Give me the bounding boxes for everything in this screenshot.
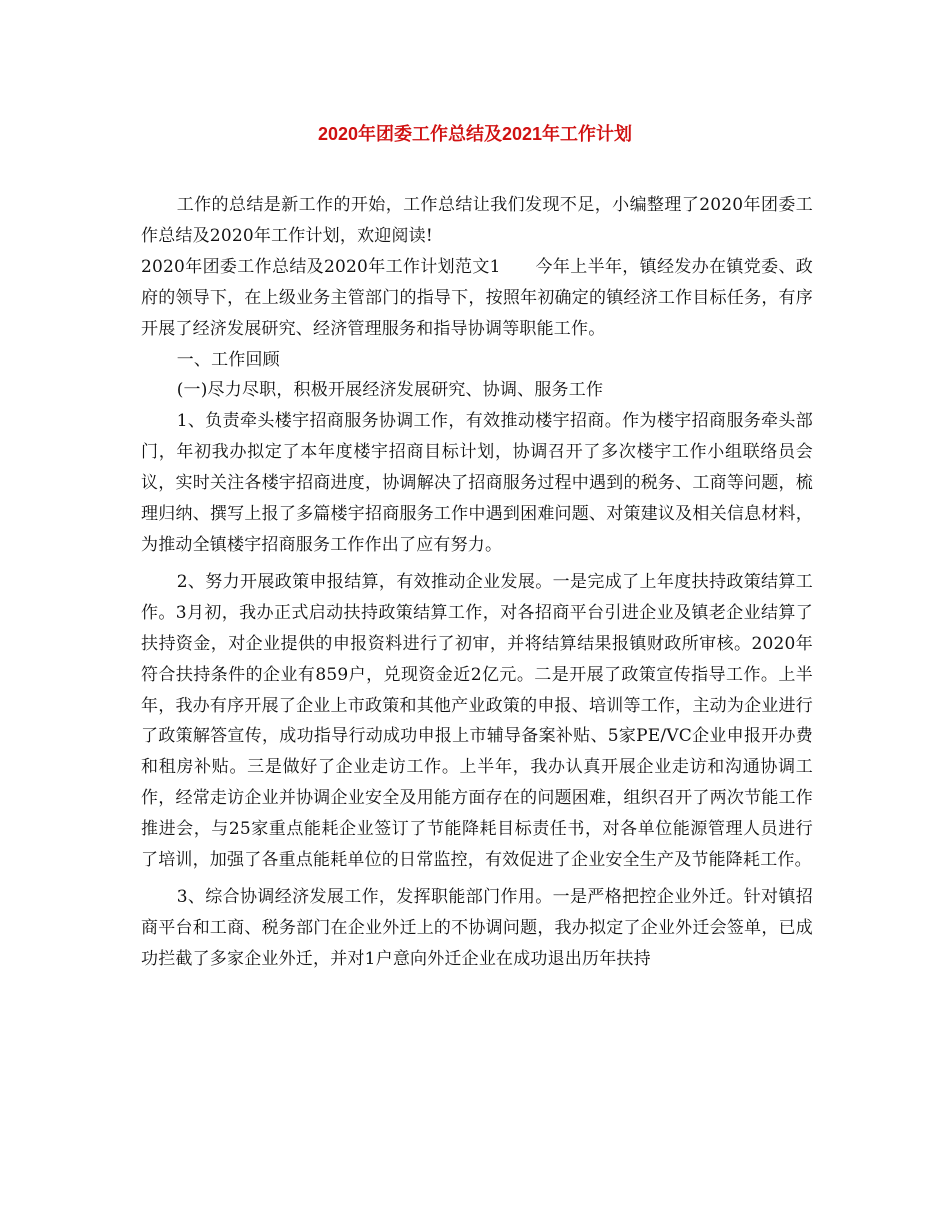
section-heading-review: 一、工作回顾 bbox=[176, 349, 280, 370]
paragraph-item-2: 2、努力开展政策申报结算，有效推动企业发展。一是完成了上年度扶持政策结算工作。3月初，我办正式启动扶持政策结算工作，对各招商平台引进企业及镇老企业结算了扶持资金，对企业提供的申报资料进行了初审，并将结算结果报镇财政所审核。2020年符合扶持条件的企业有859户，兑现资金近2亿元。二是开展了政策宣传指导工作。上半年，我办有序开展了企业上市政策和其他产业政策的申报、培训等工作，主动为企业进行了政策解答宣传，成功指导行动成功申报上市辅导备案补贴、5家PE/VC企业申报开办费和租房补贴。三是做好了企业走访工作。上半年，我办认真开展企业走访和沟通协调工作，经常走访企业并协调企业安全及用能方面存在的问题困难，组织召开了两次节能工作推进会，与25家重点能耗企业签订了节能降耗目标责任书，对各单位能源管理人员进行了培训，加强了各重点能耗单位的日常监控，有效促进了企业安全生产及节能降耗工作。 bbox=[141, 571, 813, 871]
document-title: 2020年团委工作总结及2021年工作计划 bbox=[317, 124, 633, 144]
subsection-heading-1: (一)尽力尽职，积极开展经济发展研究、协调、服务工作 bbox=[176, 380, 604, 401]
paragraph-intro: 工作的总结是新工作的开始，工作总结让我们发现不足，小编整理了2020年团委工作总结及2020年工作计划，欢迎阅读! bbox=[141, 195, 813, 246]
document-body bbox=[141, 190, 813, 975]
paragraph-item-1: 1、负责牵头楼宇招商服务协调工作，有效推动楼宇招商。作为楼宇招商服务牵头部门，年初我办拟定了本年度楼宇招商目标计划，协调召开了多次楼宇工作小组联络员会议，实时关注各楼宇招商进度，协调解决了招商服务过程中遇到的税务、工商等问题，梳理归纳、撰写上报了多篇楼宇招商服务工作中遇到困难问题、对策建议及相关信息材料，为推动全镇楼宇招商服务工作作出了应有努力。 bbox=[141, 411, 813, 555]
paragraph-item-3: 3、综合协调经济发展工作，发挥职能部门作用。一是严格把控企业外迁。针对镇招商平台和工商、税务部门在企业外迁上的不协调问题，我办拟定了企业外迁会签单，已成功拦截了多家企业外迁，并对1户意向外迁企业在成功退出历年扶持 bbox=[141, 886, 813, 969]
paragraph-sample-heading: 2020年团委工作总结及2020年工作计划范文1 今年上半年，镇经发办在镇党委、政府的领导下，在上级业务主管部门的指导下，按照年初确定的镇经济工作目标任务，有序开展了经济发展研究、经济管理服务和指导协调等职能工作。 bbox=[141, 256, 813, 339]
